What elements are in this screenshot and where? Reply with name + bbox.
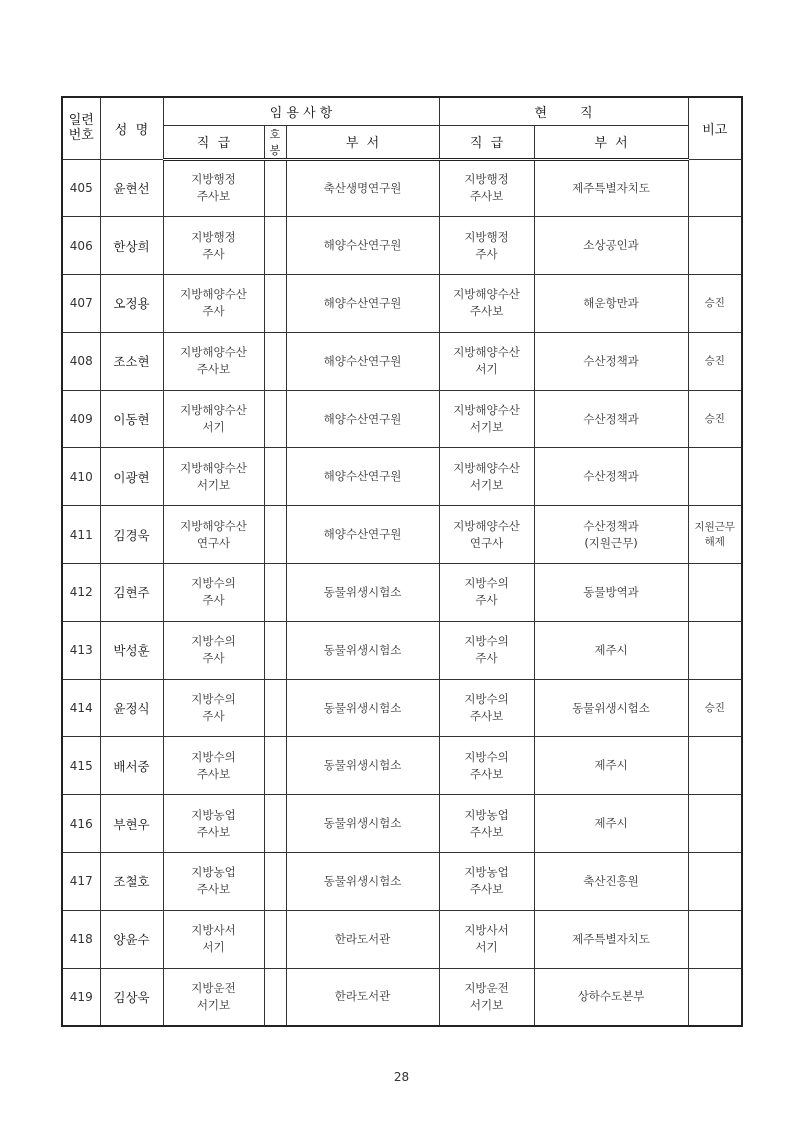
row-grade: 지방해양수산 주사보 [163,332,264,390]
row-step [264,679,286,737]
row-number: 410 [62,448,100,506]
row-current-department: 수산정책과 [534,390,688,448]
header-current-department: 부 서 [534,125,688,159]
row-name: 조소현 [100,332,163,390]
row-number: 417 [62,853,100,911]
row-remarks: 승진 [688,679,742,737]
row-current-grade: 지방수의 주사보 [439,679,534,737]
row-current-grade: 지방수의 주사보 [439,737,534,795]
row-current-grade: 지방농업 주사보 [439,795,534,853]
row-department: 해양수산연구원 [286,390,439,448]
row-step [264,910,286,968]
row-current-department: 수산정책과 (지원근무) [534,506,688,564]
row-current-department: 축산진흥원 [534,853,688,911]
header-grade: 직 급 [163,125,264,159]
row-remarks [688,621,742,679]
table-row [62,795,742,853]
row-current-department: 제주시 [534,795,688,853]
row-current-department: 수산정책과 [534,332,688,390]
row-grade: 지방행정 주사보 [163,159,264,217]
header-appointment: 임 용 사 항 [163,97,439,125]
row-name: 윤정식 [100,679,163,737]
row-number: 418 [62,910,100,968]
header-department: 부 서 [286,125,439,159]
row-current-grade: 지방해양수산 주사보 [439,275,534,333]
table-row [62,506,742,564]
row-grade: 지방수의 주사 [163,679,264,737]
row-current-department: 제주특별자치도 [534,910,688,968]
row-current-grade: 지방해양수산 서기보 [439,390,534,448]
table-row [62,910,742,968]
row-name: 이동현 [100,390,163,448]
row-department: 한라도서관 [286,968,439,1026]
row-number: 407 [62,275,100,333]
table-row [62,159,742,217]
table-row [62,448,742,506]
row-department: 동물위생시험소 [286,679,439,737]
row-current-department: 제주시 [534,737,688,795]
row-remarks [688,564,742,622]
row-current-department: 동물위생시험소 [534,679,688,737]
row-name: 오정용 [100,275,163,333]
row-step [264,217,286,275]
row-department: 한라도서관 [286,910,439,968]
row-grade: 지방운전 서기보 [163,968,264,1026]
row-department: 해양수산연구원 [286,217,439,275]
row-remarks [688,853,742,911]
row-step [264,159,286,217]
row-department: 동물위생시험소 [286,795,439,853]
row-name: 윤현선 [100,159,163,217]
table-row [62,332,742,390]
row-remarks [688,448,742,506]
row-name: 조철호 [100,853,163,911]
row-name: 박성훈 [100,621,163,679]
row-remarks: 승진 [688,390,742,448]
row-grade: 지방사서 서기 [163,910,264,968]
row-current-grade: 지방해양수산 연구사 [439,506,534,564]
row-current-department: 동물방역과 [534,564,688,622]
header-seq-no: 일련 번호 [62,97,100,159]
row-name: 양윤수 [100,910,163,968]
row-number: 408 [62,332,100,390]
row-step [264,968,286,1026]
table-row [62,968,742,1026]
row-step [264,448,286,506]
row-grade: 지방행정 주사 [163,217,264,275]
table-row [62,737,742,795]
row-grade: 지방수의 주사 [163,621,264,679]
row-step [264,737,286,795]
header-remarks: 비고 [688,97,742,159]
row-current-grade: 지방행정 주사보 [439,159,534,217]
row-remarks [688,159,742,217]
row-name: 김경욱 [100,506,163,564]
table-row [62,853,742,911]
header-step: 호봉 [264,125,286,159]
row-number: 411 [62,506,100,564]
row-current-grade: 지방수의 주사 [439,621,534,679]
row-name: 이광현 [100,448,163,506]
row-current-grade: 지방사서 서기 [439,910,534,968]
row-number: 414 [62,679,100,737]
row-department: 동물위생시험소 [286,737,439,795]
table-row [62,564,742,622]
row-grade: 지방해양수산 서기보 [163,448,264,506]
table-row [62,621,742,679]
row-step [264,332,286,390]
header-current: 현 직 [439,97,688,125]
row-remarks [688,217,742,275]
row-grade: 지방해양수산 주사 [163,275,264,333]
row-remarks: 승진 [688,275,742,333]
row-remarks: 지원근무 해제 [688,506,742,564]
row-current-department: 상하수도본부 [534,968,688,1026]
row-department: 해양수산연구원 [286,275,439,333]
row-department: 동물위생시험소 [286,853,439,911]
row-name: 배서중 [100,737,163,795]
header-current-grade: 직 급 [439,125,534,159]
row-current-grade: 지방해양수산 서기보 [439,448,534,506]
page-number: 28 [393,1070,410,1084]
row-department: 해양수산연구원 [286,332,439,390]
row-number: 412 [62,564,100,622]
row-step [264,564,286,622]
row-number: 416 [62,795,100,853]
row-step [264,795,286,853]
row-grade: 지방해양수산 연구사 [163,506,264,564]
row-step [264,506,286,564]
row-current-department: 해운항만과 [534,275,688,333]
row-remarks [688,795,742,853]
row-step [264,275,286,333]
row-current-grade: 지방운전 서기보 [439,968,534,1026]
row-name: 김상욱 [100,968,163,1026]
row-remarks: 승진 [688,332,742,390]
row-grade: 지방수의 주사 [163,564,264,622]
row-department: 해양수산연구원 [286,448,439,506]
table-row [62,275,742,333]
row-grade: 지방수의 주사보 [163,737,264,795]
row-current-grade: 지방수의 주사 [439,564,534,622]
table-row [62,217,742,275]
row-current-grade: 지방행정 주사 [439,217,534,275]
header-name: 성 명 [100,97,163,159]
row-remarks [688,968,742,1026]
row-department: 동물위생시험소 [286,621,439,679]
row-name: 부현우 [100,795,163,853]
row-number: 419 [62,968,100,1026]
row-grade: 지방농업 주사보 [163,795,264,853]
row-department: 동물위생시험소 [286,564,439,622]
row-remarks [688,910,742,968]
row-current-department: 소상공인과 [534,217,688,275]
row-current-grade: 지방해양수산 서기 [439,332,534,390]
row-number: 405 [62,159,100,217]
row-step [264,621,286,679]
row-number: 409 [62,390,100,448]
row-current-department: 제주시 [534,621,688,679]
row-number: 415 [62,737,100,795]
row-current-department: 수산정책과 [534,448,688,506]
row-remarks [688,737,742,795]
row-current-grade: 지방농업 주사보 [439,853,534,911]
table-row [62,679,742,737]
row-current-department: 제주특별자치도 [534,159,688,217]
row-step [264,853,286,911]
row-name: 한상희 [100,217,163,275]
row-number: 406 [62,217,100,275]
table-row [62,390,742,448]
personnel-table [61,96,743,1027]
row-grade: 지방해양수산 서기 [163,390,264,448]
row-department: 해양수산연구원 [286,506,439,564]
row-grade: 지방농업 주사보 [163,853,264,911]
row-step [264,390,286,448]
row-department: 축산생명연구원 [286,159,439,217]
row-number: 413 [62,621,100,679]
row-name: 김현주 [100,564,163,622]
